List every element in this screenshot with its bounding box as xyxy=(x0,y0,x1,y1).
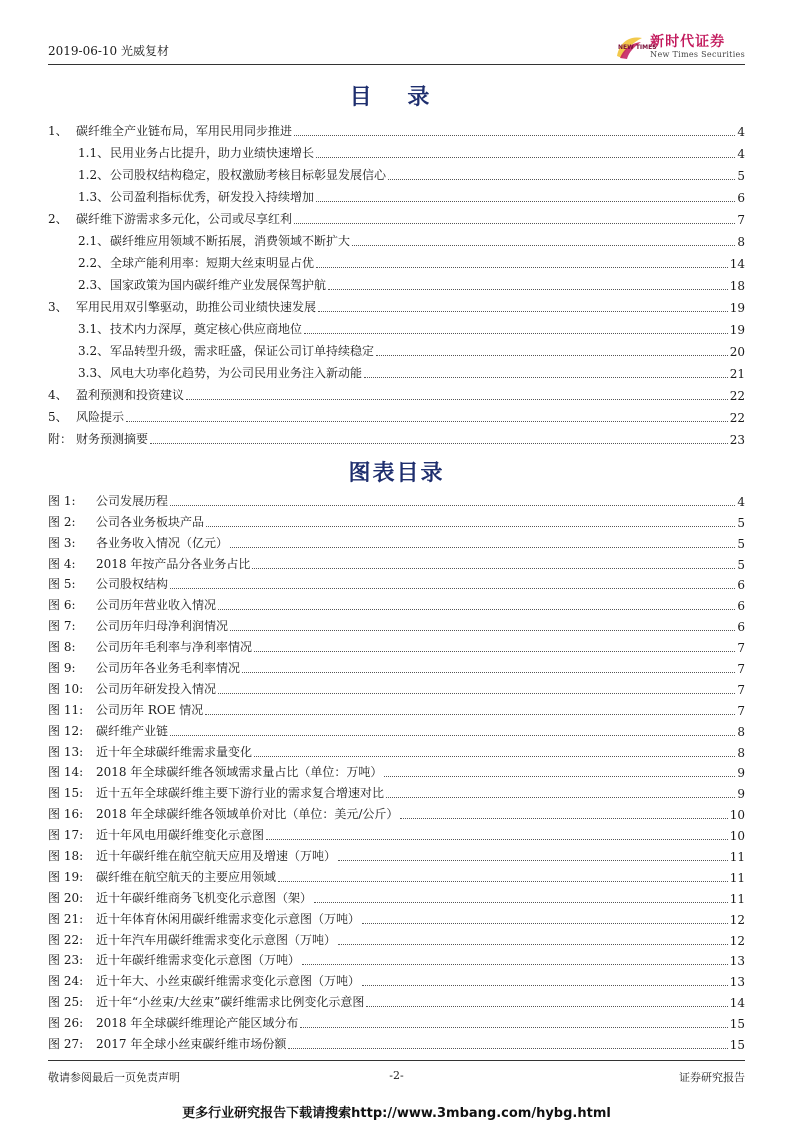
toc-entry-page: 14 xyxy=(729,257,745,271)
figure-entry-leader xyxy=(338,944,728,945)
figure-entry-number: 图 2: xyxy=(48,514,76,529)
toc-entry-number: 3.3、 xyxy=(78,366,110,380)
figure-entry[interactable] xyxy=(48,530,745,551)
figure-entry-text: 近十五年全球碳纤维主要下游行业的需求复合增速对比 xyxy=(96,786,385,801)
figure-entry[interactable] xyxy=(48,1031,745,1052)
figure-entry-page: 10 xyxy=(729,808,745,823)
figure-entry-leader xyxy=(242,672,735,673)
figure-entry-leader xyxy=(170,735,735,736)
figure-entry-number: 图 7: xyxy=(48,619,76,634)
toc-entry[interactable] xyxy=(48,271,745,293)
figure-entry-leader xyxy=(205,714,735,715)
figure-entry-text: 公司历年 ROE 情况 xyxy=(96,702,204,717)
toc-entry-text: 军品转型升级，需求旺盛，保证公司订单持续稳定 xyxy=(110,344,375,358)
toc-entry-text: 民用业务占比提升，助力业绩快速增长 xyxy=(110,146,315,160)
figure-entry[interactable] xyxy=(48,572,745,593)
table-of-contents xyxy=(48,117,745,447)
toc-entry-text: 碳纤维应用领域不断拓展，消费领域不断扩大 xyxy=(110,234,351,248)
toc-entry-page: 5 xyxy=(737,169,745,183)
figure-entry[interactable] xyxy=(48,655,745,676)
toc-entry-number: 1.2、 xyxy=(78,168,110,182)
footer-page-number: -2- xyxy=(389,1069,404,1082)
toc-entry-text: 公司盈利指标优秀，研发投入持续增加 xyxy=(110,190,315,204)
figure-entry-page: 10 xyxy=(729,829,745,844)
figure-entry[interactable] xyxy=(48,780,745,801)
toc-entry-number: 1.1、 xyxy=(78,146,110,160)
toc-entry-text: 公司股权结构稳定，股权激励考核目标彰显发展信心 xyxy=(110,168,387,182)
toc-entry-text: 军用民用双引擎驱动，助推公司业绩快速发展 xyxy=(76,300,317,314)
toc-entry-number: 2.3、 xyxy=(78,278,110,292)
figure-entry-text: 公司历年各业务毛利率情况 xyxy=(96,661,241,676)
logo-mark-text: NEW TIMES xyxy=(618,44,657,51)
toc-entry-page: 19 xyxy=(729,323,745,337)
toc-entry-page: 21 xyxy=(729,367,745,381)
figure-entry-page: 13 xyxy=(729,975,745,990)
toc-title: 目 录 xyxy=(349,85,444,110)
figure-entry-page: 11 xyxy=(729,891,745,906)
toc-entry[interactable] xyxy=(48,139,745,161)
figure-entry[interactable] xyxy=(48,592,745,613)
figure-entry-leader xyxy=(300,1027,727,1028)
figure-entry-text: 公司历年研发投入情况 xyxy=(96,681,217,696)
figure-entry-page: 5 xyxy=(737,515,745,530)
toc-entry[interactable] xyxy=(48,337,745,359)
toc-entry-page: 18 xyxy=(729,279,745,293)
toc-entry-leader xyxy=(304,333,728,334)
toc-entry[interactable] xyxy=(48,161,745,183)
toc-entry[interactable] xyxy=(48,227,745,249)
figure-list-title: 图表目录 xyxy=(348,461,445,486)
figure-entry-text: 公司历年毛利率与净利率情况 xyxy=(96,640,253,655)
figure-entry-number: 图 5: xyxy=(48,577,76,592)
figure-entry-number: 图 24: xyxy=(48,974,84,989)
figure-entry-leader xyxy=(254,651,735,652)
figure-entry-page: 11 xyxy=(729,870,745,885)
figure-entry[interactable] xyxy=(48,927,745,948)
figure-entry-number: 图 10: xyxy=(48,681,84,696)
figure-entry-page: 6 xyxy=(737,620,745,635)
toc-entry-number: 3.2、 xyxy=(78,344,110,358)
toc-entry-leader xyxy=(294,135,735,136)
figure-entry-page: 13 xyxy=(729,954,745,969)
figure-entry-text: 近十年风电用碳纤维变化示意图 xyxy=(96,828,265,843)
figure-entry-leader xyxy=(170,588,735,589)
figure-entry-number: 图 22: xyxy=(48,932,84,947)
figure-entry-page: 7 xyxy=(737,641,745,656)
figure-entry-text: 公司历年归母净利润情况 xyxy=(96,619,229,634)
footer-report-type: 证券研究报告 xyxy=(679,1071,745,1084)
figure-entry-page: 9 xyxy=(737,766,745,781)
page-footer xyxy=(48,1060,745,1084)
figure-entry-leader xyxy=(386,797,735,798)
figure-list xyxy=(48,488,745,1052)
toc-entry-page: 22 xyxy=(729,411,745,425)
figure-entry-text: 公司历年营业收入情况 xyxy=(96,598,217,613)
toc-entry-leader xyxy=(376,355,728,356)
figure-entry-leader xyxy=(362,923,728,924)
toc-entry-number: 2、 xyxy=(48,212,68,226)
figure-entry-text: 近十年全球碳纤维需求量变化 xyxy=(96,744,253,759)
logo-chinese-name: 新时代证券 xyxy=(650,34,726,50)
page-header xyxy=(48,30,745,65)
figure-entry-page: 4 xyxy=(737,494,745,509)
figure-entry[interactable] xyxy=(48,843,745,864)
footer-disclaimer-note: 敬请参阅最后一页免责声明 xyxy=(48,1071,180,1084)
figure-entry-page: 5 xyxy=(737,557,745,572)
figure-entry-leader xyxy=(362,985,728,986)
figure-entry-page: 5 xyxy=(737,536,745,551)
figure-entry[interactable] xyxy=(48,906,745,927)
toc-entry-text: 风电大功率化趋势，为公司民用业务注入新动能 xyxy=(110,366,363,380)
toc-entry-leader xyxy=(294,223,735,224)
figure-entry-leader xyxy=(266,839,728,840)
toc-entry[interactable] xyxy=(48,425,745,447)
toc-entry-page: 19 xyxy=(729,301,745,315)
figure-entry-leader xyxy=(170,505,735,506)
toc-entry[interactable] xyxy=(48,403,745,425)
figure-entry-page: 12 xyxy=(729,912,745,927)
toc-entry-number: 附： xyxy=(48,432,73,446)
figure-entry-number: 图 23: xyxy=(48,953,84,968)
figure-entry-text: 近十年碳纤维需求变化示意图（万吨） xyxy=(96,953,301,968)
toc-entry-number: 2.1、 xyxy=(78,234,110,248)
logo-mark-icon xyxy=(614,34,657,60)
toc-entry-number: 1、 xyxy=(48,124,68,138)
figure-entry-text: 近十年碳纤维在航空航天应用及增速（万吨） xyxy=(96,849,337,864)
toc-entry-leader xyxy=(316,267,728,268)
figure-entry-number: 图 9: xyxy=(48,661,76,676)
toc-entry-leader xyxy=(316,201,735,202)
figure-entry-number: 图 8: xyxy=(48,640,76,655)
figure-entry-number: 图 14: xyxy=(48,765,84,780)
figure-entry-page: 12 xyxy=(729,933,745,948)
toc-entry-text: 国家政策为国内碳纤维产业发展保驾护航 xyxy=(110,278,327,292)
figure-entry-leader xyxy=(230,547,735,548)
toc-entry[interactable] xyxy=(48,315,745,337)
figure-entry[interactable] xyxy=(48,718,745,739)
toc-entry-text: 财务预测摘要 xyxy=(76,432,149,446)
figure-entry-page: 7 xyxy=(737,703,745,718)
toc-entry[interactable] xyxy=(48,205,745,227)
figure-entry-number: 图 27: xyxy=(48,1037,84,1052)
figure-entry-number: 图 16: xyxy=(48,807,84,822)
toc-entry-leader xyxy=(126,421,728,422)
figure-entry[interactable] xyxy=(48,864,745,885)
toc-entry-number: 3、 xyxy=(48,300,68,314)
toc-entry-number: 2.2、 xyxy=(78,256,110,270)
figure-entry[interactable] xyxy=(48,697,745,718)
figure-entry-number: 图 12: xyxy=(48,723,84,738)
figure-entry[interactable] xyxy=(48,676,745,697)
figure-entry-text: 2018 年全球碳纤维各领域单价对比（单位：美元/公斤） xyxy=(96,807,399,822)
toc-entry-page: 7 xyxy=(737,213,745,227)
figure-entry-text: 公司各业务板块产品 xyxy=(96,514,205,529)
figure-entry[interactable] xyxy=(48,760,745,781)
figure-entry-text: 近十年汽车用碳纤维需求变化示意图（万吨） xyxy=(96,932,337,947)
toc-entry-text: 碳纤维下游需求多元化，公司或尽享红利 xyxy=(76,212,293,226)
figure-entry[interactable] xyxy=(48,822,745,843)
toc-entry-leader xyxy=(352,245,735,246)
figure-entry-page: 7 xyxy=(737,662,745,677)
figure-entry[interactable] xyxy=(48,801,745,822)
figure-entry-page: 8 xyxy=(737,724,745,739)
toc-entry-page: 22 xyxy=(729,389,745,403)
toc-entry[interactable] xyxy=(48,293,745,315)
figure-entry-text: 2017 年全球小丝束碳纤维市场份额 xyxy=(96,1037,287,1052)
figure-entry-text: 近十年大、小丝束碳纤维需求变化示意图（万吨） xyxy=(96,974,361,989)
figure-entry-leader xyxy=(288,1048,727,1049)
toc-entry-page: 4 xyxy=(737,125,745,139)
toc-entry-leader xyxy=(388,179,735,180)
toc-entry-page: 4 xyxy=(737,147,745,161)
toc-entry-number: 5、 xyxy=(48,410,68,424)
figure-entry[interactable] xyxy=(48,885,745,906)
figure-entry-number: 图 26: xyxy=(48,1016,84,1031)
figure-entry[interactable] xyxy=(48,989,745,1010)
toc-entry[interactable] xyxy=(48,117,745,139)
figure-entry-number: 图 1: xyxy=(48,493,76,508)
figure-entry-number: 图 17: xyxy=(48,828,84,843)
figure-entry-text: 公司股权结构 xyxy=(96,577,169,592)
figure-entry-page: 14 xyxy=(729,996,745,1011)
figure-entry[interactable] xyxy=(48,634,745,655)
logo-english-name: New Times Securities xyxy=(650,50,745,59)
figure-entry-number: 图 13: xyxy=(48,744,84,759)
figure-entry-number: 图 4: xyxy=(48,556,76,571)
figure-entry-text: 各业务收入情况（亿元） xyxy=(96,535,229,550)
figure-entry[interactable] xyxy=(48,613,745,634)
figure-entry-leader xyxy=(314,902,728,903)
toc-entry-leader xyxy=(316,157,735,158)
toc-entry-text: 盈利预测和投资建议 xyxy=(76,388,185,402)
toc-entry-page: 6 xyxy=(737,191,745,205)
figure-entry-number: 图 21: xyxy=(48,911,84,926)
figure-entry-leader xyxy=(254,756,735,757)
figure-entry-page: 8 xyxy=(737,745,745,760)
figure-entry-page: 6 xyxy=(737,599,745,614)
download-promo-text: 更多行业研究报告下载请搜索http://www.3mbang.com/hybg.html xyxy=(182,1106,611,1121)
toc-entry-page: 20 xyxy=(729,345,745,359)
figure-entry-number: 图 25: xyxy=(48,995,84,1010)
figure-entry[interactable] xyxy=(48,1010,745,1031)
figure-entry[interactable] xyxy=(48,968,745,989)
figure-entry-text: 近十年“小丝束/大丝束”碳纤维需求比例变化示意图 xyxy=(96,995,365,1010)
toc-entry-leader xyxy=(150,443,728,444)
figure-entry-number: 图 15: xyxy=(48,786,84,801)
figure-entry-number: 图 6: xyxy=(48,598,76,613)
figure-entry-text: 碳纤维在航空航天的主要应用领域 xyxy=(96,869,277,884)
figure-entry-number: 图 11: xyxy=(48,702,84,717)
figure-entry-leader xyxy=(206,526,735,527)
figure-entry-text: 碳纤维产业链 xyxy=(96,723,169,738)
toc-entry[interactable] xyxy=(48,183,745,205)
toc-entry-page: 8 xyxy=(737,235,745,249)
figure-entry-number: 图 3: xyxy=(48,535,76,550)
figure-entry-text: 2018 年全球碳纤维各领域需求量占比（单位：万吨） xyxy=(96,765,383,780)
figure-entry[interactable] xyxy=(48,509,745,530)
figure-entry-leader xyxy=(218,609,735,610)
figure-entry[interactable] xyxy=(48,739,745,760)
toc-entry[interactable] xyxy=(48,381,745,403)
toc-entry-text: 碳纤维全产业链布局，军用民用同步推进 xyxy=(76,124,293,138)
figure-entry-number: 图 19: xyxy=(48,869,84,884)
figure-entry-leader xyxy=(400,818,727,819)
figure-entry-text: 2018 年全球碳纤维理论产能区域分布 xyxy=(96,1016,299,1031)
toc-entry-leader xyxy=(186,399,728,400)
figure-entry-leader xyxy=(218,693,735,694)
toc-entry-text: 技术内力深厚，奠定核心供应商地位 xyxy=(110,322,303,336)
figure-entry-page: 11 xyxy=(729,850,745,865)
figure-entry-text: 近十年体育休闲用碳纤维需求变化示意图（万吨） xyxy=(96,911,361,926)
toc-entry-text: 风险提示 xyxy=(76,410,125,424)
figure-entry-number: 图 20: xyxy=(48,890,84,905)
toc-entry-number: 4、 xyxy=(48,388,68,402)
figure-entry-leader xyxy=(384,776,735,777)
toc-entry-leader xyxy=(328,289,728,290)
figure-entry-page: 15 xyxy=(729,1038,745,1053)
figure-entry-leader xyxy=(278,881,728,882)
toc-entry-page: 23 xyxy=(729,433,745,447)
figure-entry-number: 图 18: xyxy=(48,849,84,864)
figure-entry-text: 近十年碳纤维商务飞机变化示意图（架） xyxy=(96,890,313,905)
figure-entry[interactable] xyxy=(48,948,745,969)
figure-entry[interactable] xyxy=(48,488,745,509)
header-date-company: 2019-06-10 光威复材 xyxy=(48,44,170,58)
figure-entry-leader xyxy=(366,1006,727,1007)
figure-entry-leader xyxy=(338,860,728,861)
toc-entry-text: 全球产能利用率：短期大丝束明显占优 xyxy=(110,256,315,270)
toc-entry-number: 1.3、 xyxy=(78,190,110,204)
figure-entry-leader xyxy=(230,630,735,631)
figure-entry-page: 15 xyxy=(729,1017,745,1032)
toc-entry[interactable] xyxy=(48,249,745,271)
figure-entry-text: 2018 年按产品分各业务占比 xyxy=(96,556,251,571)
figure-entry-page: 9 xyxy=(737,787,745,802)
toc-entry-leader xyxy=(364,377,728,378)
figure-entry-page: 6 xyxy=(737,578,745,593)
figure-entry[interactable] xyxy=(48,551,745,572)
toc-entry[interactable] xyxy=(48,359,745,381)
figure-entry-leader xyxy=(302,964,728,965)
company-logo xyxy=(614,32,745,62)
figure-entry-page: 7 xyxy=(737,682,745,697)
toc-entry-leader xyxy=(318,311,728,312)
figure-entry-leader xyxy=(252,568,735,569)
toc-entry-number: 3.1、 xyxy=(78,322,110,336)
figure-entry-text: 公司发展历程 xyxy=(96,493,169,508)
